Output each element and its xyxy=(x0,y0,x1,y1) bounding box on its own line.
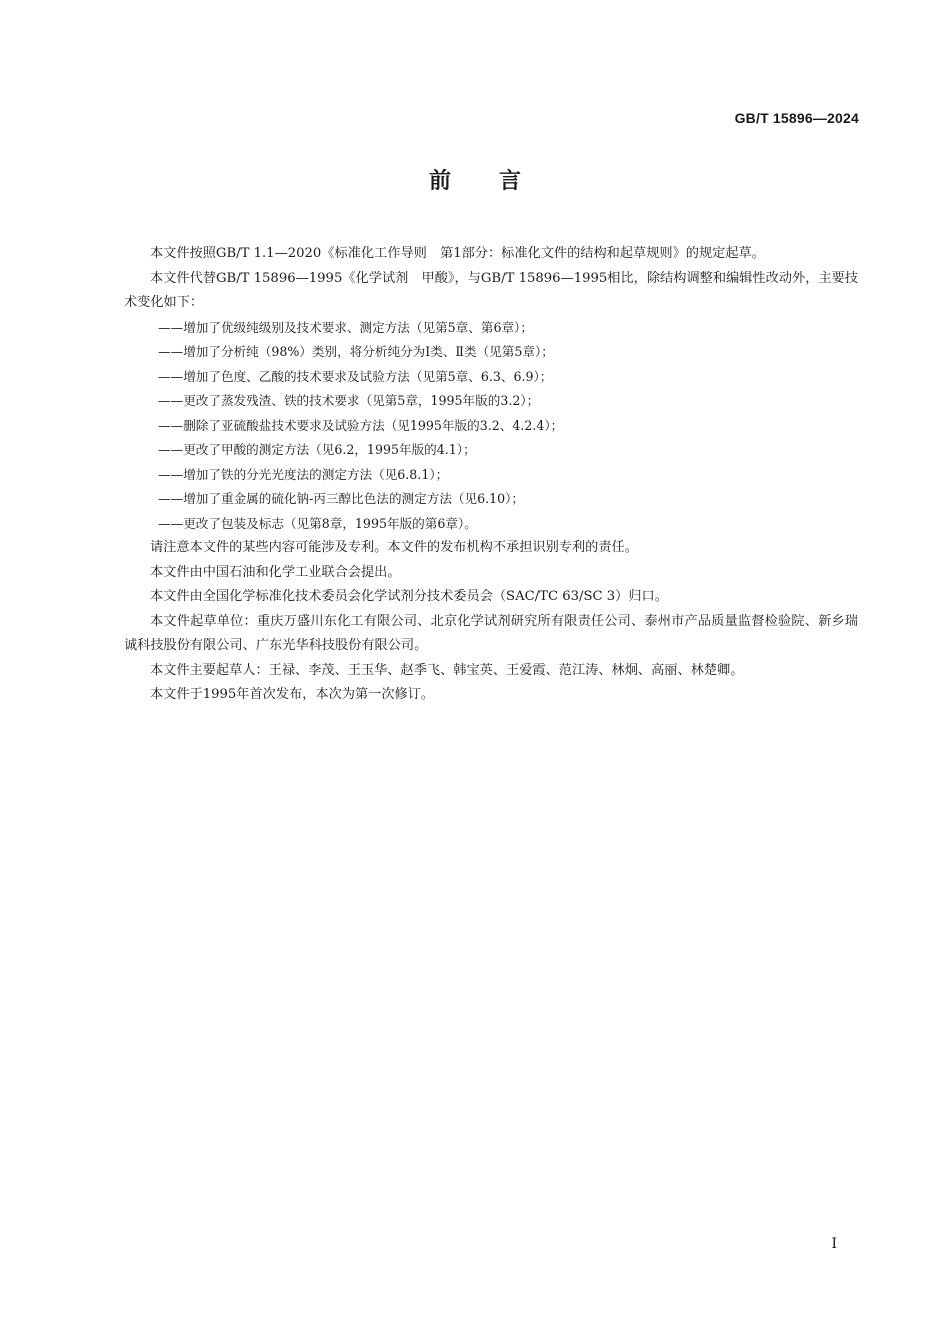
paragraph-drafters: 本文件主要起草人：王禄、李茂、王玉华、赵季飞、韩宝英、王爱霞、范江涛、林炯、高丽、林楚卿。 xyxy=(150,662,744,678)
change-item: ——更改了包装及标志（见第8章，1995年版的第6章）。 xyxy=(158,515,477,531)
paragraph-drafting-rules: 本文件按照GB/T 1.1—2020《标准化工作导则 第1部分：标准化文件的结构和起草规则》的规定起草。 xyxy=(150,246,765,261)
paragraph-drafting-units: 本文件起草单位：重庆万盛川东化工有限公司、北京化学试剂研究所有限责任公司、泰州市产品质量监督检验院、新乡瑞诚科技股份有限公司、广东光华科技股份有限公司。 xyxy=(124,613,858,653)
foreword-body xyxy=(124,242,858,708)
paragraph-replacement: 本文件代替GB/T 15896—1995《化学试剂 甲酸》，与GB/T 15896—1995相比，除结构调整和编辑性改动外，主要技术变化如下： xyxy=(124,270,858,310)
page-number: I xyxy=(831,1236,837,1252)
document-code: GB/T 15896—2024 xyxy=(734,110,859,126)
change-item: ——增加了分析纯（98%）类别，将分析纯分为Ⅰ类、Ⅱ类（见第5章）； xyxy=(158,344,554,359)
page-title: 前言 xyxy=(428,169,569,194)
paragraph-proposed-by: 本文件由中国石油和化学工业联合会提出。 xyxy=(150,564,401,580)
change-item: ——删除了亚硫酸盐技术要求及试验方法（见1995年版的3.2、4.2.4）； xyxy=(158,417,564,433)
change-item: ——增加了铁的分光光度法的测定方法（见6.8.1）； xyxy=(158,466,449,482)
paragraph-patent-notice: 请注意本文件的某些内容可能涉及专利。本文件的发布机构不承担识别专利的责任。 xyxy=(150,540,638,555)
change-item: ——增加了优级纯级别及技术要求、测定方法（见第5章、第6章）； xyxy=(158,319,533,335)
change-item: ——更改了甲酸的测定方法（见6.2，1995年版的4.1）； xyxy=(158,442,476,457)
change-item: ——增加了重金属的硫化钠-丙三醇比色法的测定方法（见6.10）； xyxy=(158,491,525,506)
paragraph-administered-by: 本文件由全国化学标准化技术委员会化学试剂分技术委员会（SAC/TC 63/SC 3）归口。 xyxy=(150,589,668,604)
paragraph-publication-history: 本文件于1995年首次发布，本次为第一次修订。 xyxy=(150,687,435,702)
change-item: ——增加了色度、乙酸的技术要求及试验方法（见第5章、6.3、6.9）； xyxy=(158,368,553,384)
change-item: ——更改了蒸发残渣、铁的技术要求（见第5章，1995年版的3.2）； xyxy=(158,393,540,408)
